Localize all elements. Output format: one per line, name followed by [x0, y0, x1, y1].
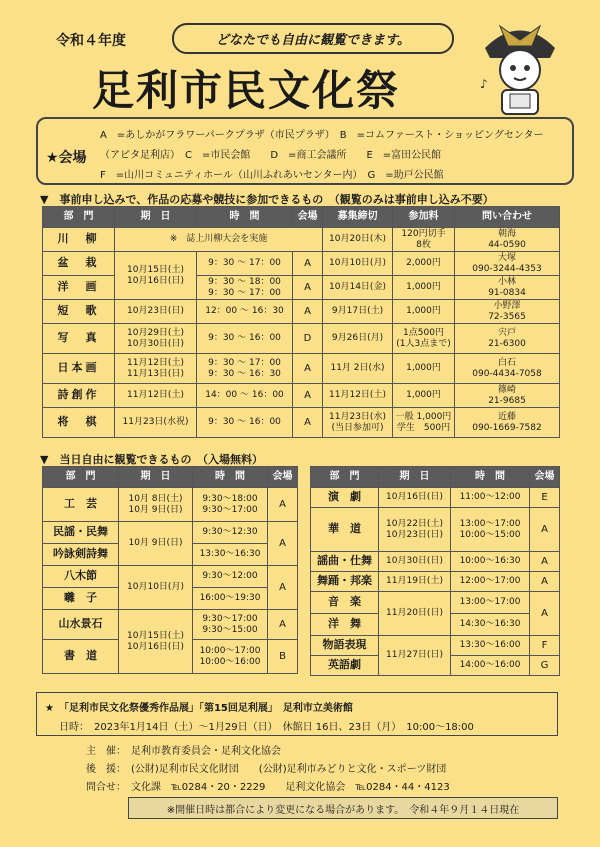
time-cell: 9:30～18:00 9:30～17:00 — [193, 488, 268, 522]
category-cell: 物語表現 — [311, 636, 379, 656]
table-row — [43, 566, 298, 588]
free-events-table-right — [310, 466, 560, 676]
date-cell: 11月23日(水祝) — [115, 408, 197, 438]
table-row — [43, 324, 560, 354]
venue-cell: A — [268, 488, 298, 522]
contact-cell: 宍戸 21-6300 — [455, 324, 560, 354]
venue-cell: A — [268, 522, 298, 566]
date-cell: 11月19日(土) — [379, 572, 451, 592]
venue-line: （アピタ足利店） C =市民会館 D =商工会議所 E =富田公民館 — [100, 150, 442, 161]
category-cell: 英語劇 — [311, 656, 379, 676]
table-row — [43, 408, 560, 438]
time-cell: 16:00～19:30 — [193, 588, 268, 610]
column-header: 参加料 — [393, 207, 455, 228]
venue-cell: G — [530, 656, 560, 676]
venue-cell: F — [530, 636, 560, 656]
date-cell: 10月 9日(日) — [119, 522, 193, 566]
time-cell: 14:00～16:00 — [451, 656, 530, 676]
column-header: 時 間 — [197, 207, 293, 228]
column-header: 期 日 — [119, 467, 193, 488]
category-cell: 盆 栽 — [43, 252, 115, 276]
time-cell: 12:00～17:00 — [451, 572, 530, 592]
contact-cell: 小野澤 72-3565 — [455, 300, 560, 324]
contact-cell: 白石 090-4434-7058 — [455, 354, 560, 384]
venue-cell: A — [293, 252, 323, 276]
table-row — [311, 636, 560, 656]
time-cell: 14：00 ～ 16：00 — [197, 384, 293, 408]
fee-cell: 1点500円 (1人3点まで) — [393, 324, 455, 354]
time-cell: ※ 誌上川柳大会を実施 — [115, 228, 323, 252]
venue-cell: A — [530, 552, 560, 572]
category-cell: 吟詠剣詩舞 — [43, 544, 119, 566]
venue-box — [36, 117, 574, 185]
time-cell: 9：30 ～ 18：00 9：30 ～ 17：00 — [197, 276, 293, 300]
fee-cell: 1,000円 — [393, 276, 455, 300]
time-cell: 9:30～12:30 — [193, 522, 268, 544]
deadline-cell: 11月 2日(水) — [323, 354, 393, 384]
time-cell: 9:30～17:00 9:30～15:00 — [193, 610, 268, 640]
credit-label: 後 援： — [86, 764, 121, 775]
column-header: 時 間 — [193, 467, 268, 488]
deadline-cell: 11月12日(土) — [323, 384, 393, 408]
deadline-cell: 9月17日(土) — [323, 300, 393, 324]
credit-label: 主 催： — [86, 746, 121, 757]
column-header: 会場 — [530, 467, 560, 488]
time-cell: 9：30 ～ 17：00 — [197, 252, 293, 276]
deadline-cell: 9月26日(月) — [323, 324, 393, 354]
column-header: 期 日 — [379, 467, 451, 488]
venue-line: A =あしかがフラワーパークプラザ（市民プラザ） B =コムファースト・ショッピングセンター — [100, 130, 544, 141]
category-cell: 八木節 — [43, 566, 119, 588]
exhibition-box — [36, 692, 558, 736]
tagline-banner: どなたでも自由に観覧できます。 — [172, 23, 454, 54]
contact-cell: 朝海 44-0590 — [455, 228, 560, 252]
table-row — [43, 354, 560, 384]
time-cell: 9：30 ～ 16：00 — [197, 408, 293, 438]
column-header: 募集締切 — [323, 207, 393, 228]
column-header: 時 間 — [451, 467, 530, 488]
venue-heading: ★会場 — [46, 150, 87, 166]
table-row — [311, 488, 560, 508]
mascot-illustration — [470, 18, 570, 120]
contact-cell: 近藤 090-1669-7582 — [455, 408, 560, 438]
fee-cell: 2,000円 — [393, 252, 455, 276]
change-notice: ※開催日時は都合により変更になる場合があります。 令和４年９月１４日現在 — [128, 797, 558, 819]
exhibition-title: ★ 「足利市民文化祭優秀作品展」「第15回足利展」 足利市立美術館 — [45, 703, 353, 714]
category-cell: 洋 画 — [43, 276, 115, 300]
category-cell: 洋 舞 — [311, 614, 379, 636]
fee-cell: 1,000円 — [393, 300, 455, 324]
category-cell: 囃 子 — [43, 588, 119, 610]
table-row — [43, 228, 560, 252]
credit-text: (公財)足利市民文化財団 (公財)足利市みどりと文化・スポーツ財団 — [131, 764, 447, 775]
svg-text:♪: ♪ — [480, 77, 488, 91]
fee-cell: 1,000円 — [393, 354, 455, 384]
section1-title: ▼ 事前申し込みで、作品の応募や競技に参加できるもの （観覧のみは事前申し込み不要） — [40, 193, 494, 206]
column-header: 部 門 — [43, 467, 119, 488]
venue-cell: A — [268, 566, 298, 610]
time-cell: 10:00～16:30 — [451, 552, 530, 572]
venue-cell: A — [268, 610, 298, 640]
category-cell: 短 歌 — [43, 300, 115, 324]
entry-events-table — [42, 206, 560, 438]
category-cell: 将 棋 — [43, 408, 115, 438]
column-header: 会場 — [293, 207, 323, 228]
venue-cell: E — [530, 488, 560, 508]
date-cell: 10月15日(土) 10月16日(日) — [115, 252, 197, 300]
table-row — [311, 592, 560, 614]
category-cell: 演 劇 — [311, 488, 379, 508]
venue-cell: A — [293, 384, 323, 408]
time-cell: 13:30～16:30 — [193, 544, 268, 566]
venue-line: F =山川コミュニティホール（山川ふれあいセンター内） G =助戸公民館 — [100, 170, 444, 181]
deadline-cell: 10月10日(月) — [323, 252, 393, 276]
category-cell: 日本画 — [43, 354, 115, 384]
fee-cell: 1,000円 — [393, 384, 455, 408]
table-row — [43, 522, 298, 544]
time-cell: 13:00～17:00 10:00～15:00 — [451, 508, 530, 552]
column-header: 問い合わせ — [455, 207, 560, 228]
category-cell: 工 芸 — [43, 488, 119, 522]
date-cell: 10月29日(土) 10月30日(日) — [115, 324, 197, 354]
fee-cell: 一般 1,000円 学生 500円 — [393, 408, 455, 438]
free-events-table-left — [42, 466, 298, 674]
time-cell: 13:30～16:00 — [451, 636, 530, 656]
venue-cell: A — [293, 300, 323, 324]
table-row — [311, 572, 560, 592]
date-cell: 10月30日(日) — [379, 552, 451, 572]
category-cell: 舞踊・邦楽 — [311, 572, 379, 592]
venue-cell: A — [293, 354, 323, 384]
category-cell: 音 楽 — [311, 592, 379, 614]
venue-cell: A — [530, 572, 560, 592]
column-header: 会場 — [268, 467, 298, 488]
deadline-cell: 11月23日(水) (当日参加可) — [323, 408, 393, 438]
time-cell: 13:00～17:00 — [451, 592, 530, 614]
time-cell: 9：30 ～ 16：00 — [197, 324, 293, 354]
date-cell: 10月22日(土) 10月23日(日) — [379, 508, 451, 552]
date-cell: 10月16日(日) — [379, 488, 451, 508]
time-cell: 9：30 ～ 17：00 9：30 ～ 16：30 — [197, 354, 293, 384]
contact-cell: 篠崎 21-9685 — [455, 384, 560, 408]
contact-cell: 小林 91-0834 — [455, 276, 560, 300]
credit-text: 文化課 ℡0284・20・2229 足利文化協会 ℡0284・44・4123 — [131, 782, 450, 793]
venue-cell: A — [530, 592, 560, 636]
table-row — [43, 610, 298, 640]
category-cell: 山水景石 — [43, 610, 119, 640]
date-cell: 11月27日(日) — [379, 636, 451, 676]
page-title: 足利市民文化祭 — [92, 66, 401, 115]
venue-cell: A — [530, 508, 560, 552]
date-cell: 10月15日(土) 10月16日(日) — [119, 610, 193, 674]
credit-support — [86, 760, 450, 778]
time-cell: 14:30～16:30 — [451, 614, 530, 636]
time-cell: 11:00～12:00 — [451, 488, 530, 508]
deadline-cell: 10月20日(木) — [323, 228, 393, 252]
column-header: 部 門 — [311, 467, 379, 488]
section2-title: ▼ 当日自由に観覧できるもの （入場無料） — [40, 453, 263, 466]
deadline-cell: 10月14日(金) — [323, 276, 393, 300]
time-cell: 12：00 ～ 16：30 — [197, 300, 293, 324]
category-cell: 川 柳 — [43, 228, 115, 252]
table-row — [43, 300, 560, 324]
category-cell: 書 道 — [43, 640, 119, 674]
date-cell: 10月23日(日) — [115, 300, 197, 324]
category-cell: 華 道 — [311, 508, 379, 552]
venue-cell: A — [293, 408, 323, 438]
date-cell: 10月 8日(土) 10月 9日(日) — [119, 488, 193, 522]
date-cell: 11月12日(土) 11月13日(日) — [115, 354, 197, 384]
credits — [86, 742, 450, 796]
column-header: 期 日 — [115, 207, 197, 228]
date-cell: 11月12日(土) — [115, 384, 197, 408]
venue-cell: D — [293, 324, 323, 354]
venue-cell: B — [268, 640, 298, 674]
category-cell: 写 真 — [43, 324, 115, 354]
table-row — [311, 508, 560, 552]
table-row — [43, 252, 560, 276]
exhibition-dates: 日時： 2023年1月14日（土）～1月29日（日） 休館日 16日、23日（月） 10:00～18:00 — [59, 722, 474, 733]
column-header: 部 門 — [43, 207, 115, 228]
venue-cell: A — [293, 276, 323, 300]
category-cell: 詩創作 — [43, 384, 115, 408]
category-cell: 民謡・民舞 — [43, 522, 119, 544]
category-cell: 謡曲・仕舞 — [311, 552, 379, 572]
time-cell: 10:00～17:00 10:00～16:00 — [193, 640, 268, 674]
credit-organizer — [86, 742, 450, 760]
time-cell: 9:30～12:00 — [193, 566, 268, 588]
credit-label: 問合せ： — [86, 782, 121, 793]
table-row — [311, 552, 560, 572]
credit-contact — [86, 778, 450, 796]
fee-cell: 120円切手 8枚 — [393, 228, 455, 252]
year-label: 令和４年度 — [56, 33, 126, 49]
contact-cell: 大塚 090-3244-4353 — [455, 252, 560, 276]
table-row — [43, 384, 560, 408]
credit-text: 足利市教育委員会・足利文化協会 — [131, 746, 281, 757]
date-cell: 10月10日(月) — [119, 566, 193, 610]
date-cell: 11月20日(日) — [379, 592, 451, 636]
table-row — [43, 488, 298, 522]
